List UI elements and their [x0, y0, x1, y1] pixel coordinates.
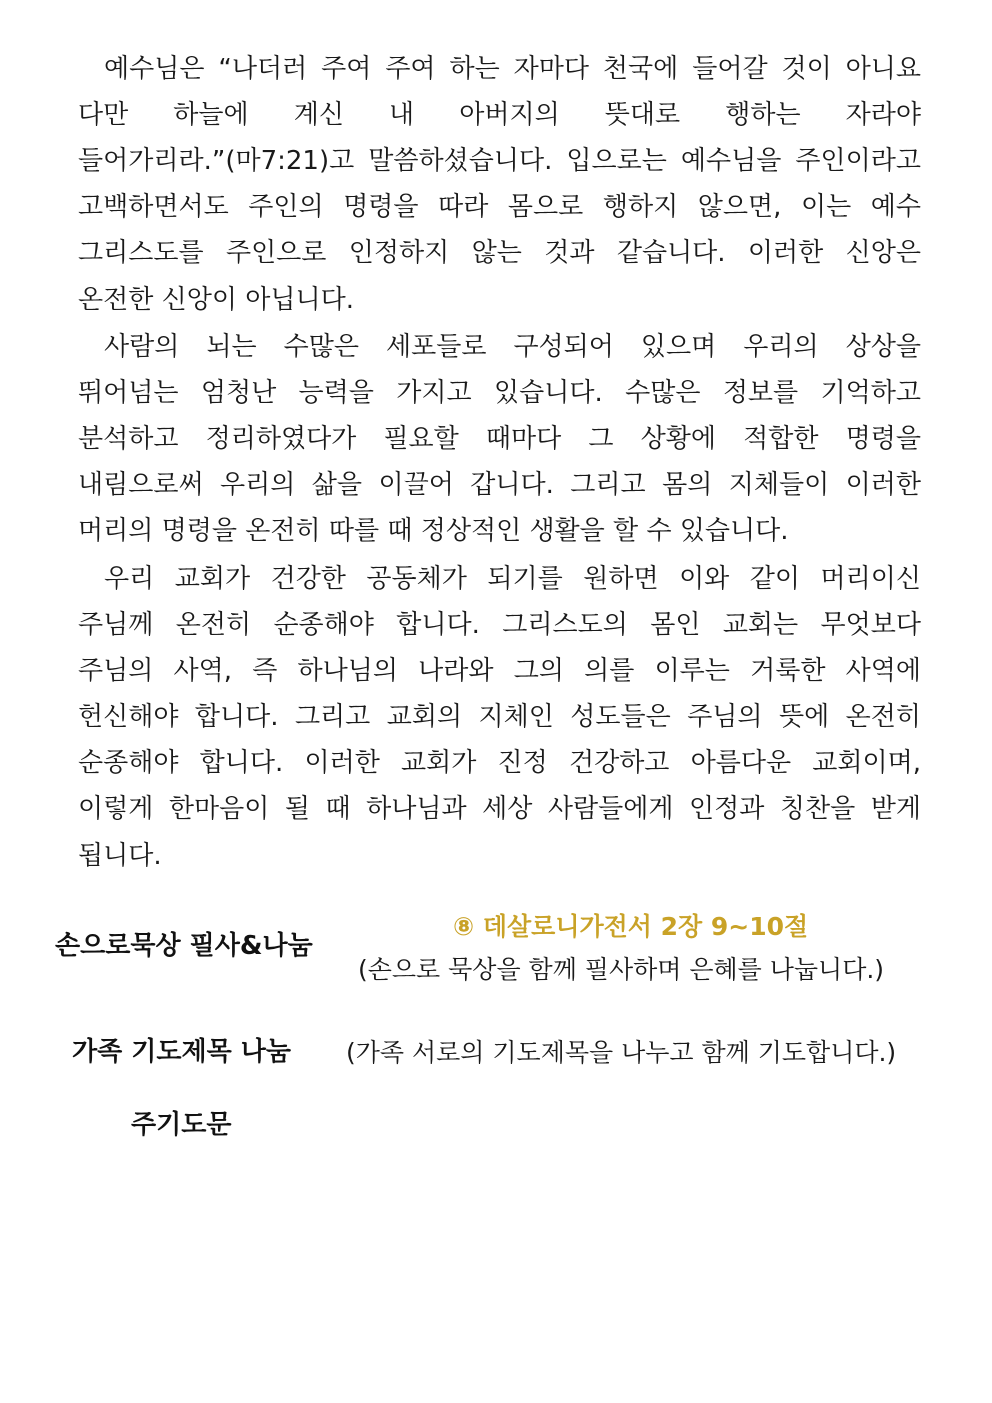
paragraph-1-line-5: 그리스도를 주인으로 인정하지 않는 것과 같습니다. 이러한 신앙은: [78, 238, 921, 268]
paragraph-3-line-7: 됩니다.: [78, 841, 162, 871]
paragraph-3-line-5: 순종해야 합니다. 이러한 교회가 진정 건강하고 아름다운 교회이며,: [78, 748, 921, 778]
paragraph-1-line-1: 예수님은 “나더러 주여 주여 하는 자마다 천국에 들어갈 것이 아니요: [104, 54, 921, 84]
paragraph-3-line-1: 우리 교회가 건강한 공동체가 되기를 원하면 이와 같이 머리이신: [104, 564, 921, 594]
scripture-reference: ⑧ 데살로니가전서 2장 9~10절: [453, 912, 809, 941]
paragraph-1-line-6: 온전한 신앙이 아닙니다.: [78, 285, 354, 315]
meditation-label: 손으로묵상 필사&나눔: [55, 931, 313, 961]
paragraph-3-line-6: 이렇게 한마음이 될 때 하나님과 세상 사람들에게 인정과 칭찬을 받게: [78, 794, 921, 824]
paragraph-2-line-5: 머리의 명령을 온전히 따를 때 정상적인 생활을 할 수 있습니다.: [78, 516, 789, 546]
paragraph-2-line-1: 사람의 뇌는 수많은 세포들로 구성되어 있으며 우리의 상상을: [104, 332, 921, 362]
paragraph-2-line-3: 분석하고 정리하였다가 필요할 때마다 그 상황에 적합한 명령을: [78, 424, 921, 454]
paragraph-2-line-4: 내림으로써 우리의 삶을 이끌어 갑니다. 그리고 몸의 지체들이 이러한: [78, 470, 921, 500]
paragraph-3-line-2: 주님께 온전히 순종해야 합니다. 그리스도의 몸인 교회는 무엇보다: [78, 610, 921, 640]
lords-prayer-label: 주기도문: [131, 1110, 232, 1140]
paragraph-1-line-4: 고백하면서도 주인의 명령을 따라 몸으로 행하지 않으면, 이는 예수: [78, 192, 921, 222]
paragraph-2-line-2: 뛰어넘는 엄청난 능력을 가지고 있습니다. 수많은 정보를 기억하고: [78, 378, 921, 408]
meditation-note: (손으로 묵상을 함께 필사하며 은혜를 나눕니다.): [358, 955, 885, 984]
prayer-note: (가족 서로의 기도제목을 나누고 함께 기도합니다.): [346, 1038, 897, 1067]
paragraph-3-line-3: 주님의 사역, 즉 하나님의 나라와 그의 의를 이루는 거룩한 사역에: [78, 656, 921, 686]
prayer-label: 가족 기도제목 나눔: [72, 1037, 292, 1067]
paragraph-3-line-4: 헌신해야 합니다. 그리고 교회의 지체인 성도들은 주님의 뜻에 온전히: [78, 702, 921, 732]
paragraph-1-line-2: 다만 하늘에 계신 내 아버지의 뜻대로 행하는 자라야: [78, 100, 921, 130]
paragraph-1-line-3: 들어가리라.”(마7:21)고 말씀하셨습니다. 입으로는 예수님을 주인이라고: [78, 146, 921, 176]
